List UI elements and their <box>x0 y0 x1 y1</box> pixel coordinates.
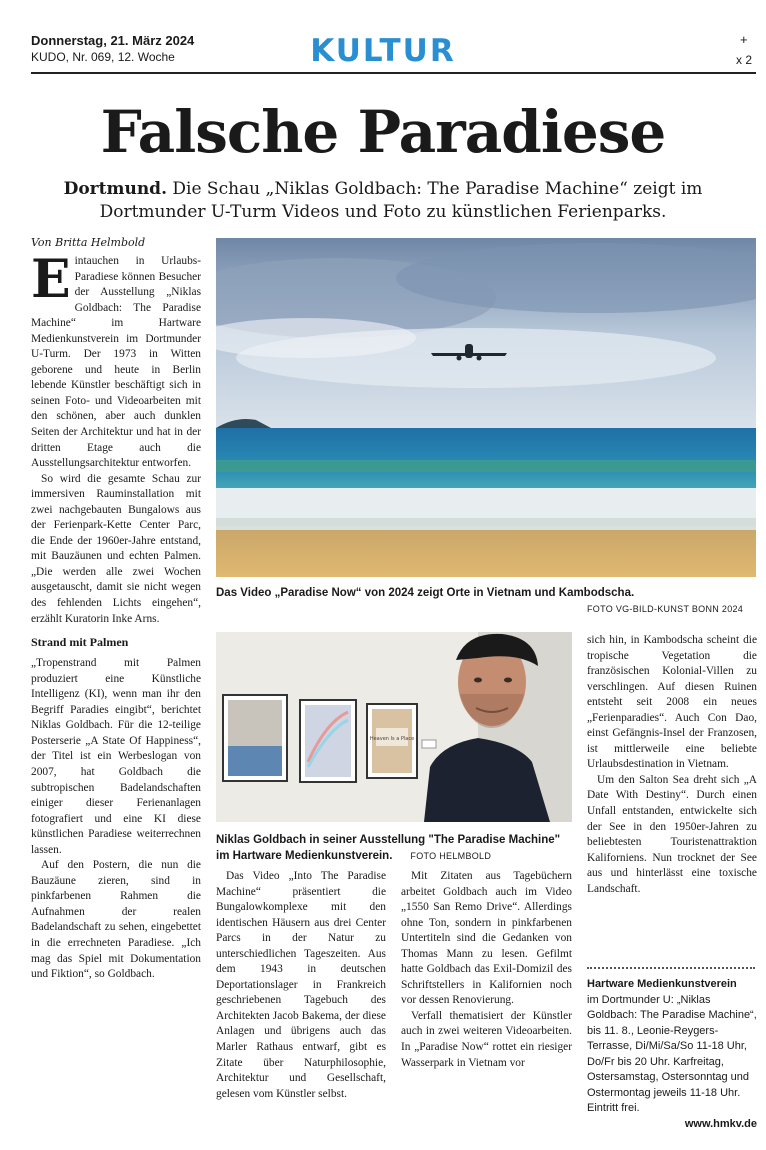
header-divider <box>31 72 756 74</box>
lead-line-1: Die Schau „Niklas Goldbach: The Paradise Machine“ zeigt im <box>166 179 703 199</box>
photo2-caption-text: Niklas Goldbach in seiner Ausstellung "The Paradise Machine" im Hartware Medienkunstverein. <box>216 834 561 862</box>
beach-airplane-image <box>216 238 756 577</box>
col2-paragraph-1: Das Video „Into The Paradise Machine“ präsentiert die Bungalowkomplexe mit den identischen Häusern aus drei Center Parcs in der Natur zu unterschiedlichen Tageszeiten. Aus dem 1943 in deutschen Deportationslager in Frankreich geschriebenen Tagebuch des Architekten Jacob Bakema, der diese Anlagen und übrigens auch das Marler Rathaus entwarf, gibt es Zitate über Naturphilosophie, Architektur und Gesellschaft, gelesen vom Künstler selbst. <box>216 870 386 1100</box>
photo1-caption: Das Video „Paradise Now“ von 2024 zeigt Orte in Vietnam und Kambodscha. <box>216 587 635 599</box>
article-title: Falsche Paradiese <box>100 98 666 166</box>
drop-cap: E <box>31 249 71 310</box>
poster-2 <box>300 700 356 782</box>
poster-3 <box>367 704 417 778</box>
exhibition-info-box <box>587 967 757 1132</box>
info-title: Hartware Medienkunstverein <box>587 978 737 990</box>
issue-number: KUDO, Nr. 069, 12. Woche <box>31 50 175 64</box>
col3-paragraph-2: Verfall thematisiert der Künstler auch in zwei weiteren Videoarbeiten. In „Paradise Now“ rottet ein riesiger Wasserpark in Vietnam vor <box>401 1009 572 1069</box>
artist-portrait-image <box>216 632 572 822</box>
article-column-4 <box>587 633 757 897</box>
photo2-credit: FOTO HELMBOLD <box>410 851 492 861</box>
col1-paragraph-1: intauchen in Urlaubs-Paradiese können Besucher der Ausstellung „Niklas Goldbach: The Paradise Machine“ im Hartware Medienkunstverein im Dortmunder U-Turm. Der 1973 in Witten geborene und heute in Berlin lebende Künstler beschäftigt sich in seinen Foto- und Videoarbeiten mit den schönen, aber auch dunklen Seiten der Architektur und hat in der dritten Etage auch die Ausstellungsarchitektur entworfen. <box>31 255 201 470</box>
zoom-level[interactable]: x 2 <box>736 53 753 67</box>
issue-date: Donnerstag, 21. März 2024 <box>31 33 195 48</box>
lead-line-2: Dortmunder U-Turm Videos und Foto zu künstlichen Ferienparks. <box>99 202 667 222</box>
artist-exhibition-photo <box>216 632 572 822</box>
website-link[interactable]: www.hmkv.de <box>684 1117 757 1130</box>
byline: Von Britta Helmbold <box>31 236 146 249</box>
article-column-2 <box>216 869 386 1102</box>
section-title: KULTUR <box>310 33 456 69</box>
col3-paragraph-1: Mit Zitaten aus Tagebüchern arbeitet Goldbach auch im Video „1550 San Remo Drive“. Allerdings ohne Ton, sondern in pinkfarbenen Untertiteln sind die Gedanken von Thomas Mann zu lesen. Gefilmt hatte Goldbach das Exil-Domizil des Schriftstellers in Kalifornien noch vor dessen Renovierung. <box>401 870 572 1007</box>
subheading: Strand mit Palmen <box>31 635 129 650</box>
poster-3-text: Heaven Is a Place <box>369 736 415 742</box>
col4-paragraph-2: Um den Salton Sea dreht sich „A Date With Destiny“. Durch einen Unfall entstanden, entwickelte sich der See in den 1950er-Jahren zu beliebtesten Touristenattraktion Kaliforniens. Nun trocknet der See aus und hinterlässt eine toxische Landschaft. <box>587 773 757 895</box>
col1-paragraph-2: So wird die gesamte Schau zur immersiven Rauminstallation mit zwei nachgebauten Bungalows aus der Ferienpark-Kette Center Parc, die Ende der 1960er-Jahre entstand, mit Bauzäunen und echten Palmen. „Die werden alle zwei Wochen ausgetauscht, damit sie nicht wegen des fehlenden Lichts eingehen“, erzählt Kuratorin Inke Arns. <box>31 472 201 625</box>
col4-paragraph-1: sich hin, in Kambodscha scheint die tropische Vegetation die französischen Kolonial-Villen zu verschlingen. Auf diesen Ruinen entsteht seit 2008 ein neues „Ferienparadies“. Auch Con Dao, einst Gefängnis-Insel der Franzosen, ist mittlerweile eine beliebte Urlaubsdestination in Vietnam. <box>587 634 757 771</box>
photo1-credit: FOTO VG-BILD-KUNST BONN 2024 <box>587 604 744 614</box>
article-column-1 <box>31 249 201 983</box>
col1-paragraph-3: „Tropenstrand mit Palmen produziert eine Künstliche Intelligenz (KI), wenn man ihr den Begriff Paradies eingibt“, berichtet Niklas Goldbach. Für die 12-teilige Posterserie „A State Of Happiness“, der Titel ist ein Werbeslogan von 2007, hat Goldbach die subtropischen Badelandschaften einiger dieser Ferienanlagen fotografiert und eine KI diese künstlichen Paradiese weiterrechnen lassen. <box>31 657 201 856</box>
article-column-3 <box>401 869 572 1071</box>
article-lead <box>50 178 716 224</box>
info-divider <box>587 967 755 969</box>
info-text: im Dortmunder U: „Niklas Goldbach: The Paradise Machine“, bis 11. 8., Leonie-Reygers-Terrasse, Di/Mi/Sa/So 11-18 Uhr, Do/Fr bis 20 Uhr. Karfreitag, Ostersamstag, Ostersonntag und Ostermontag jeweils 11-18 Uhr. Eintritt frei. <box>587 993 757 1114</box>
lead-place: Dortmund. <box>63 179 167 199</box>
poster-1 <box>223 695 287 781</box>
beach-airplane-photo <box>216 238 756 577</box>
zoom-in-button[interactable]: + <box>740 32 748 47</box>
photo2-caption <box>216 832 572 864</box>
col1-paragraph-4: Auf den Postern, die nun die Bauzäune zieren, sind in pinkfarbenen Rahmen die Aufnahmen der realen Badelandschaft zu sehen, eingebettet in die errechneten Paradiese. „Ich mag das Spiel mit Dokumentation und Fiktion“, so Goldbach. <box>31 859 201 981</box>
